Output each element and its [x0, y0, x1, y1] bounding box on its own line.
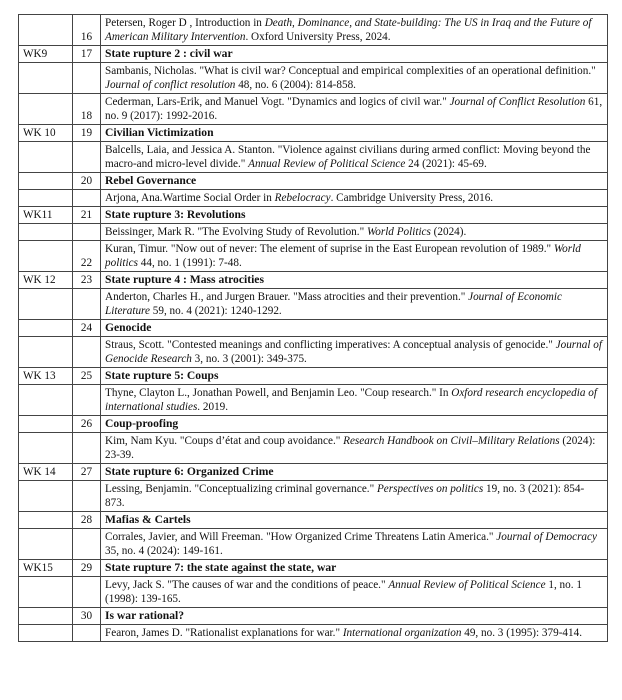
reading-row — [19, 625, 608, 642]
citation-text: Straus, Scott. "Contested meanings and conflicting imperatives: A conceptual analysis of genocide." — [105, 339, 556, 351]
week-cell — [19, 625, 73, 642]
topic-title: Mafias & Cartels — [101, 512, 608, 529]
session-number — [73, 481, 101, 512]
citation-text: Corrales, Javier, and Will Freeman. "How Organized Crime Threatens Latin America." — [105, 531, 497, 543]
citation-text: 35, no. 4 (2024): 149-161. — [105, 545, 223, 557]
reading-citation — [101, 289, 608, 320]
reading-citation — [101, 241, 608, 272]
citation-text: 61, no. 9 (2017): 1992-2016. — [105, 96, 603, 122]
session-number — [73, 289, 101, 320]
reading-row — [19, 63, 608, 94]
week-cell — [19, 173, 73, 190]
week-cell — [19, 63, 73, 94]
topic-title: State rupture 2 : civil war — [101, 46, 608, 63]
topic-title: Civilian Victimization — [101, 125, 608, 142]
session-number: 24 — [73, 320, 101, 337]
citation-text: Kuran, Timur. "Now out of never: The element of suprise in the East European revolution of 1989." — [105, 243, 554, 255]
session-number: 21 — [73, 207, 101, 224]
topic-row — [19, 46, 608, 63]
citation-source: World politics — [105, 243, 581, 269]
citation-text: Levy, Jack S. "The causes of war and the conditions of peace." — [105, 579, 389, 591]
citation-text: Anderton, Charles H., and Jurgen Brauer. "Mass atrocities and their prevention." — [105, 291, 469, 303]
topic-title: State rupture 7: the state against the state, war — [101, 560, 608, 577]
week-cell: WK15 — [19, 560, 73, 577]
topic-row — [19, 173, 608, 190]
week-cell — [19, 577, 73, 608]
session-number — [73, 337, 101, 368]
citation-source: Research Handbook on Civil–Military Relations — [343, 435, 560, 447]
session-number: 27 — [73, 464, 101, 481]
citation-text: Beissinger, Mark R. "The Evolving Study of Revolution." — [105, 226, 367, 238]
citation-text: Balcells, Laia, and Jessica A. Stanton. "Violence against civilians during armed conflict: Moving beyond the macro-and micro-level divide." — [105, 144, 591, 170]
session-number — [73, 224, 101, 241]
session-number: 17 — [73, 46, 101, 63]
citation-text: Petersen, Roger D , Introduction in — [105, 17, 265, 29]
reading-citation — [101, 337, 608, 368]
citation-source: Journal of Economic Literature — [105, 291, 562, 317]
session-number: 19 — [73, 125, 101, 142]
session-number — [73, 625, 101, 642]
session-number: 26 — [73, 416, 101, 433]
citation-text: (2024). — [430, 226, 467, 238]
reading-row — [19, 15, 608, 46]
reading-citation — [101, 94, 608, 125]
citation-source: Journal of Democracy — [496, 531, 597, 543]
week-cell — [19, 337, 73, 368]
reading-row — [19, 241, 608, 272]
citation-text: Cederman, Lars-Erik, and Manuel Vogt. "Dynamics and logics of civil war." — [105, 96, 450, 108]
session-number: 28 — [73, 512, 101, 529]
reading-citation — [101, 142, 608, 173]
session-number: 23 — [73, 272, 101, 289]
week-cell — [19, 433, 73, 464]
week-cell: WK 10 — [19, 125, 73, 142]
topic-title: Genocide — [101, 320, 608, 337]
citation-text: 24 (2021): 45-69. — [405, 158, 487, 170]
citation-source: Journal of conflict resolution — [105, 79, 236, 91]
session-number: 16 — [73, 15, 101, 46]
citation-source: Journal of Conflict Resolution — [449, 96, 586, 108]
week-cell — [19, 481, 73, 512]
topic-row — [19, 416, 608, 433]
citation-source: Annual Review of Political Science — [388, 579, 546, 591]
topic-title: State rupture 6: Organized Crime — [101, 464, 608, 481]
week-cell — [19, 512, 73, 529]
citation-text: Fearon, James D. "Rationalist explanations for war." — [105, 627, 343, 639]
session-number: 18 — [73, 94, 101, 125]
topic-title: State rupture 4 : Mass atrocities — [101, 272, 608, 289]
citation-text: Thyne, Clayton L., Jonathan Powell, and Benjamin Leo. "Coup research." In — [105, 387, 452, 399]
topic-title: Rebel Governance — [101, 173, 608, 190]
week-cell — [19, 94, 73, 125]
reading-citation — [101, 481, 608, 512]
week-cell — [19, 529, 73, 560]
session-number — [73, 433, 101, 464]
reading-citation — [101, 63, 608, 94]
topic-title: State rupture 3: Revolutions — [101, 207, 608, 224]
reading-row — [19, 337, 608, 368]
citation-text: 48, no. 6 (2004): 814-858. — [235, 79, 356, 91]
week-cell — [19, 320, 73, 337]
week-cell: WK 12 — [19, 272, 73, 289]
syllabus-table — [18, 14, 608, 642]
week-cell — [19, 142, 73, 173]
session-number: 25 — [73, 368, 101, 385]
week-cell: WK9 — [19, 46, 73, 63]
reading-row — [19, 529, 608, 560]
citation-text: 3, no. 3 (2001): 349-375. — [191, 353, 307, 365]
topic-row — [19, 272, 608, 289]
reading-citation — [101, 15, 608, 46]
reading-row — [19, 577, 608, 608]
citation-source: Rebelocracy — [274, 192, 331, 204]
reading-citation — [101, 529, 608, 560]
reading-citation — [101, 385, 608, 416]
topic-row — [19, 207, 608, 224]
citation-source: International organization — [342, 627, 462, 639]
citation-source: Perspectives on politics — [376, 483, 484, 495]
session-number — [73, 385, 101, 416]
week-cell — [19, 608, 73, 625]
reading-citation — [101, 190, 608, 207]
reading-citation — [101, 625, 608, 642]
week-cell — [19, 190, 73, 207]
topic-row — [19, 320, 608, 337]
week-cell — [19, 289, 73, 320]
topic-row — [19, 560, 608, 577]
week-cell: WK11 — [19, 207, 73, 224]
session-number: 29 — [73, 560, 101, 577]
citation-text: 19, no. 3 (2021): 854-873. — [105, 483, 585, 509]
citation-text: 59, no. 4 (2021): 1240-1292. — [149, 305, 282, 317]
citation-source: Annual Review of Political Science — [248, 158, 406, 170]
reading-row — [19, 142, 608, 173]
reading-row — [19, 481, 608, 512]
week-cell — [19, 385, 73, 416]
week-cell — [19, 224, 73, 241]
week-cell — [19, 15, 73, 46]
topic-row — [19, 512, 608, 529]
reading-row — [19, 190, 608, 207]
citation-text: 1, no. 1 (1998): 139-165. — [105, 579, 582, 605]
citation-text: Arjona, Ana.Wartime Social Order in — [105, 192, 275, 204]
session-number — [73, 577, 101, 608]
citation-text: Lessing, Benjamin. "Conceptualizing criminal governance." — [105, 483, 377, 495]
syllabus-body — [19, 15, 608, 642]
session-number: 20 — [73, 173, 101, 190]
citation-text: . 2019. — [197, 401, 229, 413]
citation-source: Journal of Genocide Research — [105, 339, 602, 365]
citation-text: 49, no. 3 (1995): 379-414. — [461, 627, 583, 639]
topic-row — [19, 368, 608, 385]
citation-text: 44, no. 1 (1991): 7-48. — [137, 257, 242, 269]
reading-row — [19, 433, 608, 464]
session-number: 30 — [73, 608, 101, 625]
reading-citation — [101, 224, 608, 241]
citation-text: Kim, Nam Kyu. "Coups d’état and coup avoidance." — [105, 435, 344, 447]
reading-row — [19, 385, 608, 416]
citation-text: Sambanis, Nicholas. "What is civil war? Conceptual and empirical complexities of an operational definition." — [105, 65, 596, 77]
citation-source: Death, Dominance, and State-building: The US in Iraq and the Future of American Military Intervention — [105, 17, 592, 43]
citation-text: . Cambridge University Press, 2016. — [330, 192, 494, 204]
citation-source: Oxford research encyclopedia of international studies — [105, 387, 597, 413]
reading-row — [19, 224, 608, 241]
topic-row — [19, 125, 608, 142]
citation-text: . Oxford University Press, 2024. — [245, 31, 391, 43]
session-number — [73, 529, 101, 560]
topic-row — [19, 464, 608, 481]
week-cell: WK 13 — [19, 368, 73, 385]
topic-title: Coup-proofing — [101, 416, 608, 433]
week-cell: WK 14 — [19, 464, 73, 481]
week-cell — [19, 241, 73, 272]
citation-source: World Politics — [366, 226, 431, 238]
topic-row — [19, 608, 608, 625]
session-number — [73, 63, 101, 94]
reading-citation — [101, 433, 608, 464]
session-number — [73, 142, 101, 173]
citation-text: (2024): 23-39. — [105, 435, 596, 461]
week-cell — [19, 416, 73, 433]
reading-row — [19, 289, 608, 320]
topic-title: Is war rational? — [101, 608, 608, 625]
reading-citation — [101, 577, 608, 608]
topic-title: State rupture 5: Coups — [101, 368, 608, 385]
session-number: 22 — [73, 241, 101, 272]
reading-row — [19, 94, 608, 125]
session-number — [73, 190, 101, 207]
